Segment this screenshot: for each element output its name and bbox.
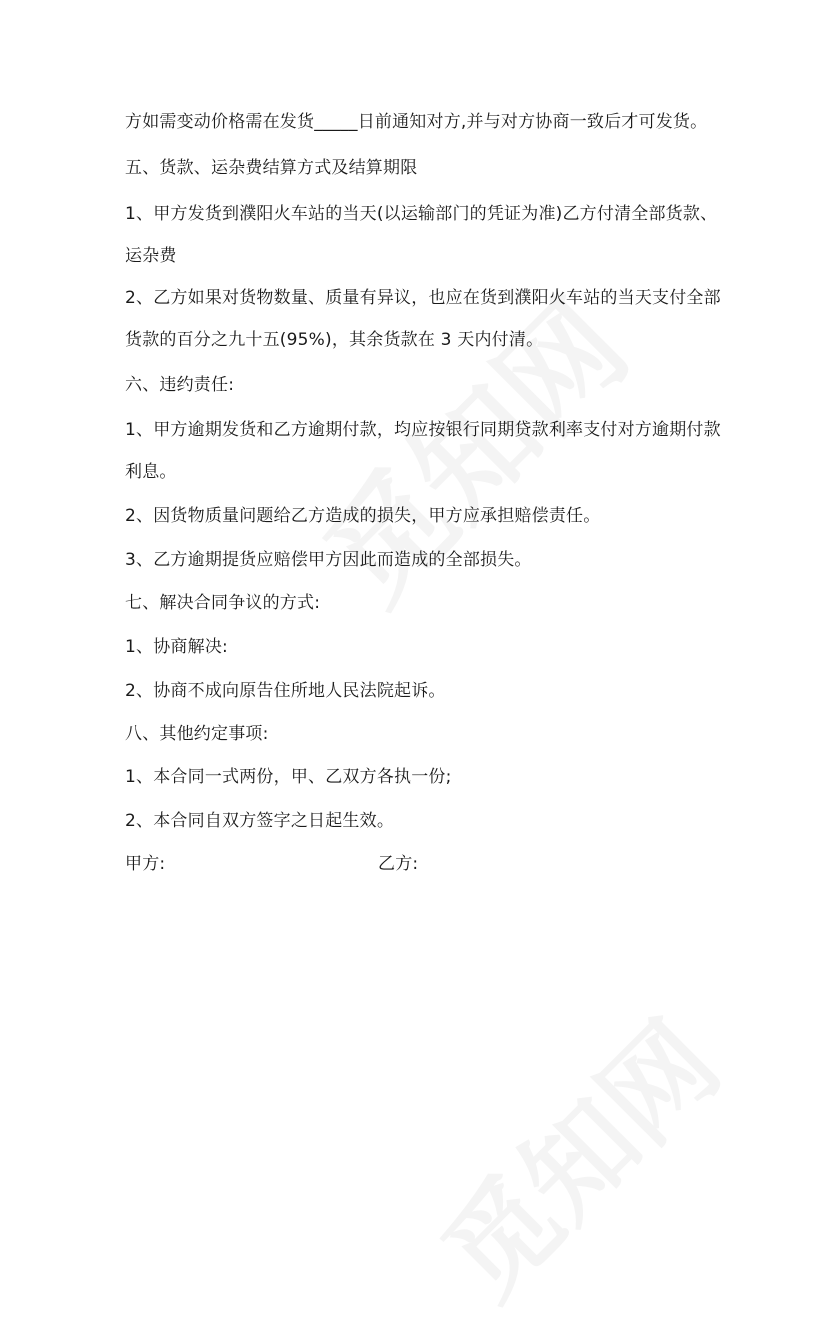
paragraph-line: 3、乙方逾期提货应赔偿甲方因此而造成的全部损失。 [125, 550, 532, 570]
signature-party-a: 甲方: [125, 854, 166, 874]
section-heading: 六、违约责任: [125, 375, 235, 395]
paragraph-line: 2、因货物质量问题给乙方造成的损失，甲方应承担赔偿责任。 [125, 506, 601, 526]
paragraph-line: 1、甲方发货到濮阳火车站的当天(以运输部门的凭证为准)乙方付清全部货款、 [125, 204, 718, 224]
section-heading: 八、其他约定事项: [125, 724, 269, 744]
paragraph-line: 货款的百分之九十五(95%)，其余货款在 3 天内付清。 [125, 330, 544, 350]
paragraph-line: 运杂费 [125, 246, 177, 266]
watermark [402, 981, 747, 1326]
section-heading: 七、解决合同争议的方式: [125, 593, 321, 613]
paragraph-line: 1、甲方逾期发货和乙方逾期付款，均应按银行同期贷款利率支付对方逾期付款 [125, 420, 721, 440]
paragraph-line: 1、协商解决: [125, 637, 228, 657]
paragraph-line: 2、乙方如果对货物数量、质量有异议，也应在货到濮阳火车站的当天支付全部 [125, 288, 721, 308]
section-heading: 五、货款、运杂费结算方式及结算期限 [125, 158, 418, 178]
paragraph-line: 利息。 [125, 462, 177, 482]
paragraph-line: 1、本合同一式两份，甲、乙双方各执一份; [125, 767, 452, 787]
paragraph-line: 方如需变动价格需在发货_____日前通知对方,并与对方协商一致后才可发货。 [125, 112, 708, 132]
signature-party-b: 乙方: [378, 854, 419, 874]
paragraph-line: 2、本合同自双方签字之日起生效。 [125, 811, 395, 831]
watermark [282, 258, 658, 634]
paragraph-line: 2、协商不成向原告住所地人民法院起诉。 [125, 681, 446, 701]
